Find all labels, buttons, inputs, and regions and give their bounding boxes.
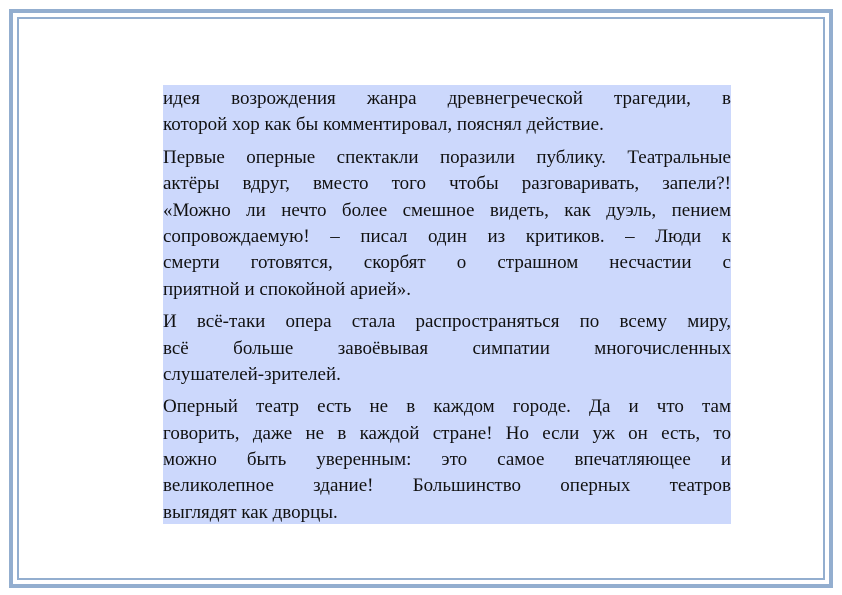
paragraph-3 [163, 309, 731, 388]
paragraph-2 [163, 145, 731, 303]
text-line: актёры вдруг, вместо того чтобы разговаривать, запели?! [163, 173, 731, 195]
text-line: можно быть уверенным: это самое впечатляющее и [163, 449, 731, 471]
text-line: всё больше завоёвывая симпатии многочисленных [163, 337, 731, 359]
paragraph-1 [163, 86, 731, 139]
text-line: слушателей-зрителей. [163, 363, 341, 385]
text-line: приятной и спокойной арией». [163, 278, 411, 300]
text-line: смерти готовятся, скорбят о страшном несчастии с [163, 252, 731, 274]
text-line: Первые оперные спектакли поразили публику. Театральные [163, 146, 731, 168]
text-line: идея возрождения жанра древнегреческой трагедии, в [163, 88, 731, 109]
text-line: сопровождаемую! – писал один из критиков. – Люди к [163, 225, 731, 247]
text-line: выглядят как дворцы. [163, 501, 338, 523]
text-line: говорить, даже не в каждой стране! Но если уж он есть, то [163, 422, 731, 444]
text-line: «Можно ли нечто более смешное видеть, как дуэль, пением [163, 199, 731, 221]
text-line: великолепное здание! Большинство оперных театров [163, 475, 731, 497]
text-line: Оперный театр есть не в каждом городе. Да и что там [163, 396, 731, 418]
text-body [163, 85, 731, 524]
paragraph-4 [163, 394, 731, 526]
text-line: которой хор как бы комментировал, пояснял действие. [163, 114, 604, 136]
text-line: И всё-таки опера стала распространяться по всему миру, [163, 311, 731, 333]
